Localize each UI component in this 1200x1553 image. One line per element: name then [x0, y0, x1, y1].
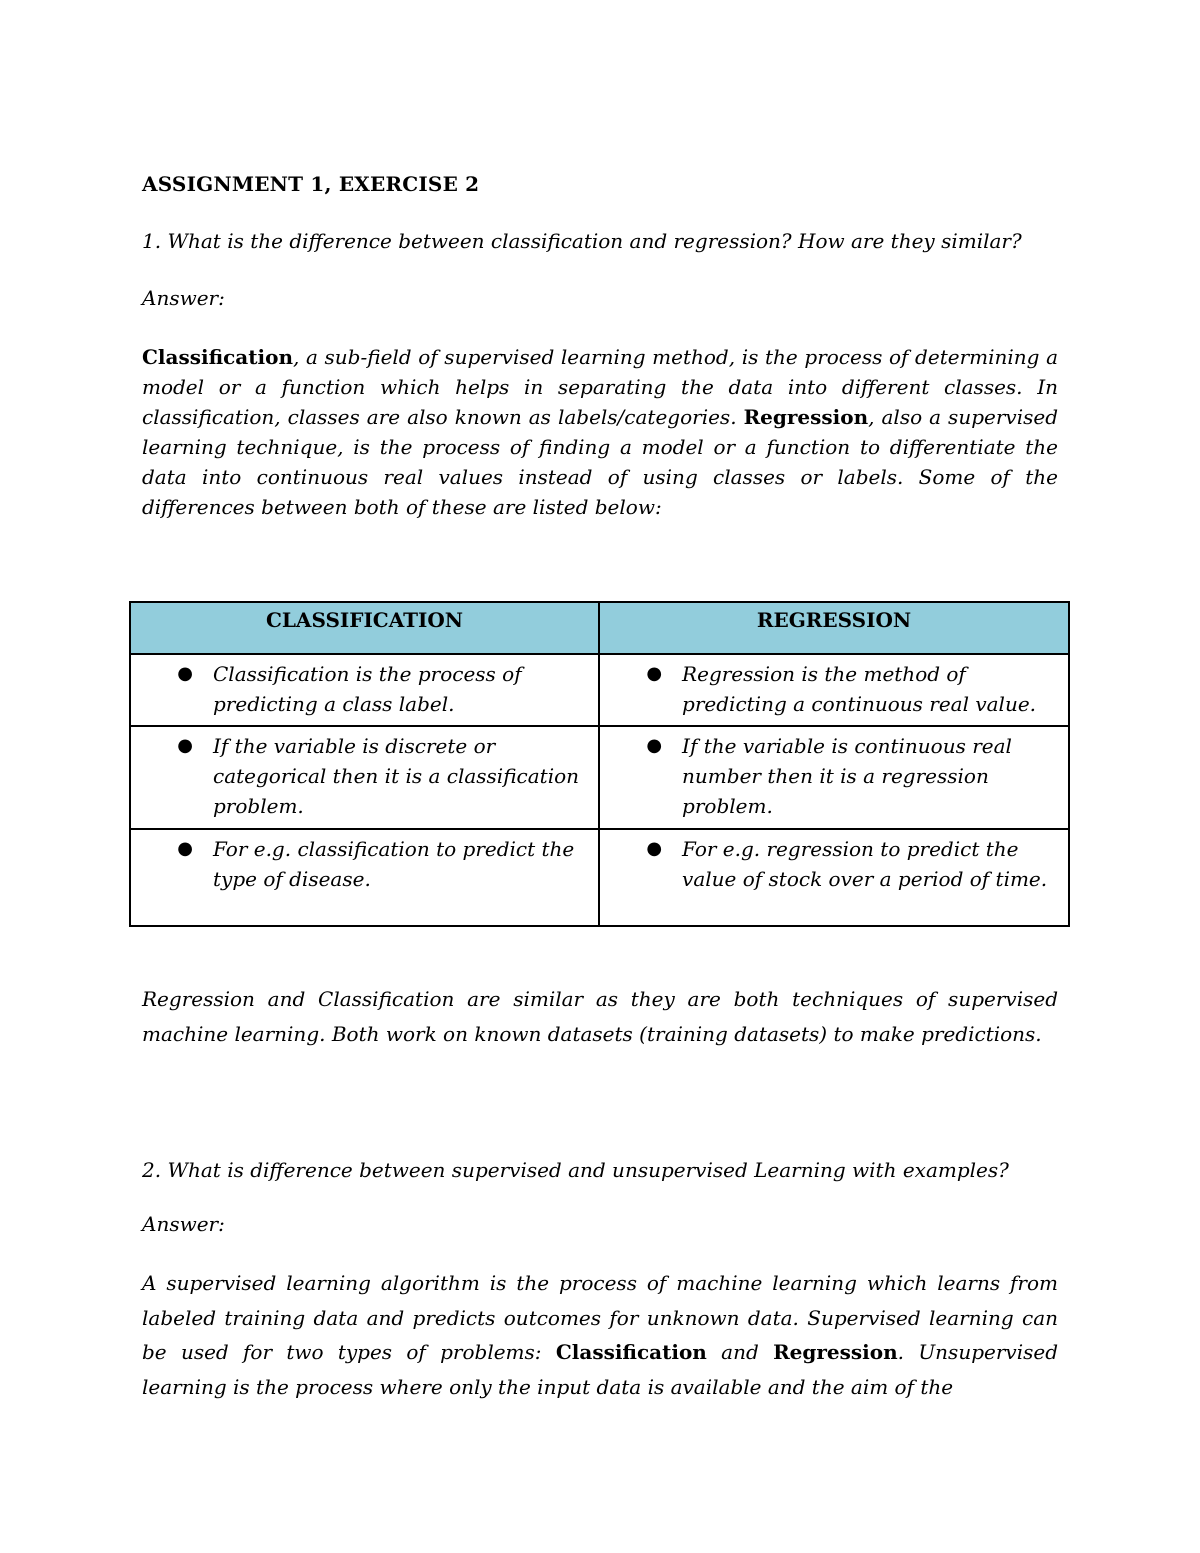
- answer-2-text-b: . Unsupervised learning is the process where only the input data is available and the aim of the: [142, 1340, 1058, 1399]
- cell-text: For e.g. regression to predict the value of stock over a period of time.: [682, 837, 1048, 891]
- table-cell: [599, 654, 1069, 726]
- answer-1-text-b: , also a supervised learning technique, is the process of finding a model or a function to differentiate the data into continuous real values instead of using classes or labels. Some of the differences between both of these are listed below:: [142, 405, 1059, 519]
- question-1: 1. What is the difference between classification and regression? How are they similar?: [142, 229, 1022, 253]
- question-2: 2. What is difference between supervised and unsupervised Learning with examples?: [142, 1158, 1009, 1182]
- table-cell: [130, 654, 599, 726]
- header-classification: CLASSIFICATION: [130, 602, 599, 654]
- answer-2-text-a: A supervised learning algorithm is the process of machine learning which learns from labeled training data and predicts outcomes for unknown data. Supervised learning can be used for two types of problems:: [142, 1271, 1058, 1364]
- answer-label-1: Answer:: [142, 286, 225, 310]
- term-regression: Regression: [743, 405, 869, 429]
- comparison-table: [129, 601, 1070, 927]
- cell-text: If the variable is discrete or categorical then it is a classification problem.: [213, 734, 580, 818]
- bullet-icon: ●: [177, 838, 193, 859]
- bullet-icon: ●: [177, 663, 193, 684]
- cell-text: Regression is the method of predicting a continuous real value.: [682, 662, 1037, 716]
- term-classification: Classification: [142, 345, 293, 369]
- table-cell: [130, 726, 599, 829]
- table-row: [130, 726, 1069, 829]
- table-cell: [599, 726, 1069, 829]
- document-title: ASSIGNMENT 1, EXERCISE 2: [142, 172, 480, 196]
- table-header-row: [130, 602, 1069, 654]
- answer-1-paragraph: [142, 342, 1058, 522]
- table-cell: [130, 829, 599, 926]
- answer-label-2: Answer:: [142, 1212, 225, 1236]
- answer-2-paragraph: [142, 1266, 1058, 1404]
- cell-text: If the variable is continuous real number then it is a regression problem.: [682, 734, 1012, 818]
- term-classification-2: Classification: [555, 1340, 707, 1364]
- table-row: [130, 654, 1069, 726]
- answer-2-text-and: and: [706, 1340, 774, 1364]
- header-regression: REGRESSION: [599, 602, 1069, 654]
- bullet-icon: ●: [177, 735, 193, 756]
- bullet-icon: ●: [646, 838, 663, 859]
- similarity-paragraph: Regression and Classification are similar as they are both techniques of supervised machine learning. Both work on known datasets (training datasets) to make predictions.: [142, 987, 1058, 1046]
- bullet-icon: ●: [646, 663, 663, 684]
- table-row: [130, 829, 1069, 926]
- cell-text: For e.g. classification to predict the type of disease.: [213, 837, 575, 891]
- answer-1-text-a: , a sub-field of supervised learning method, is the process of determining a model or a function which helps in separating the data into different classes. In classification, classes are also known as labels/categories.: [142, 345, 1058, 429]
- term-regression-2: Regression: [773, 1340, 898, 1364]
- bullet-icon: ●: [646, 735, 663, 756]
- cell-text: Classification is the process of predicting a class label.: [213, 662, 522, 716]
- table-cell: [599, 829, 1069, 926]
